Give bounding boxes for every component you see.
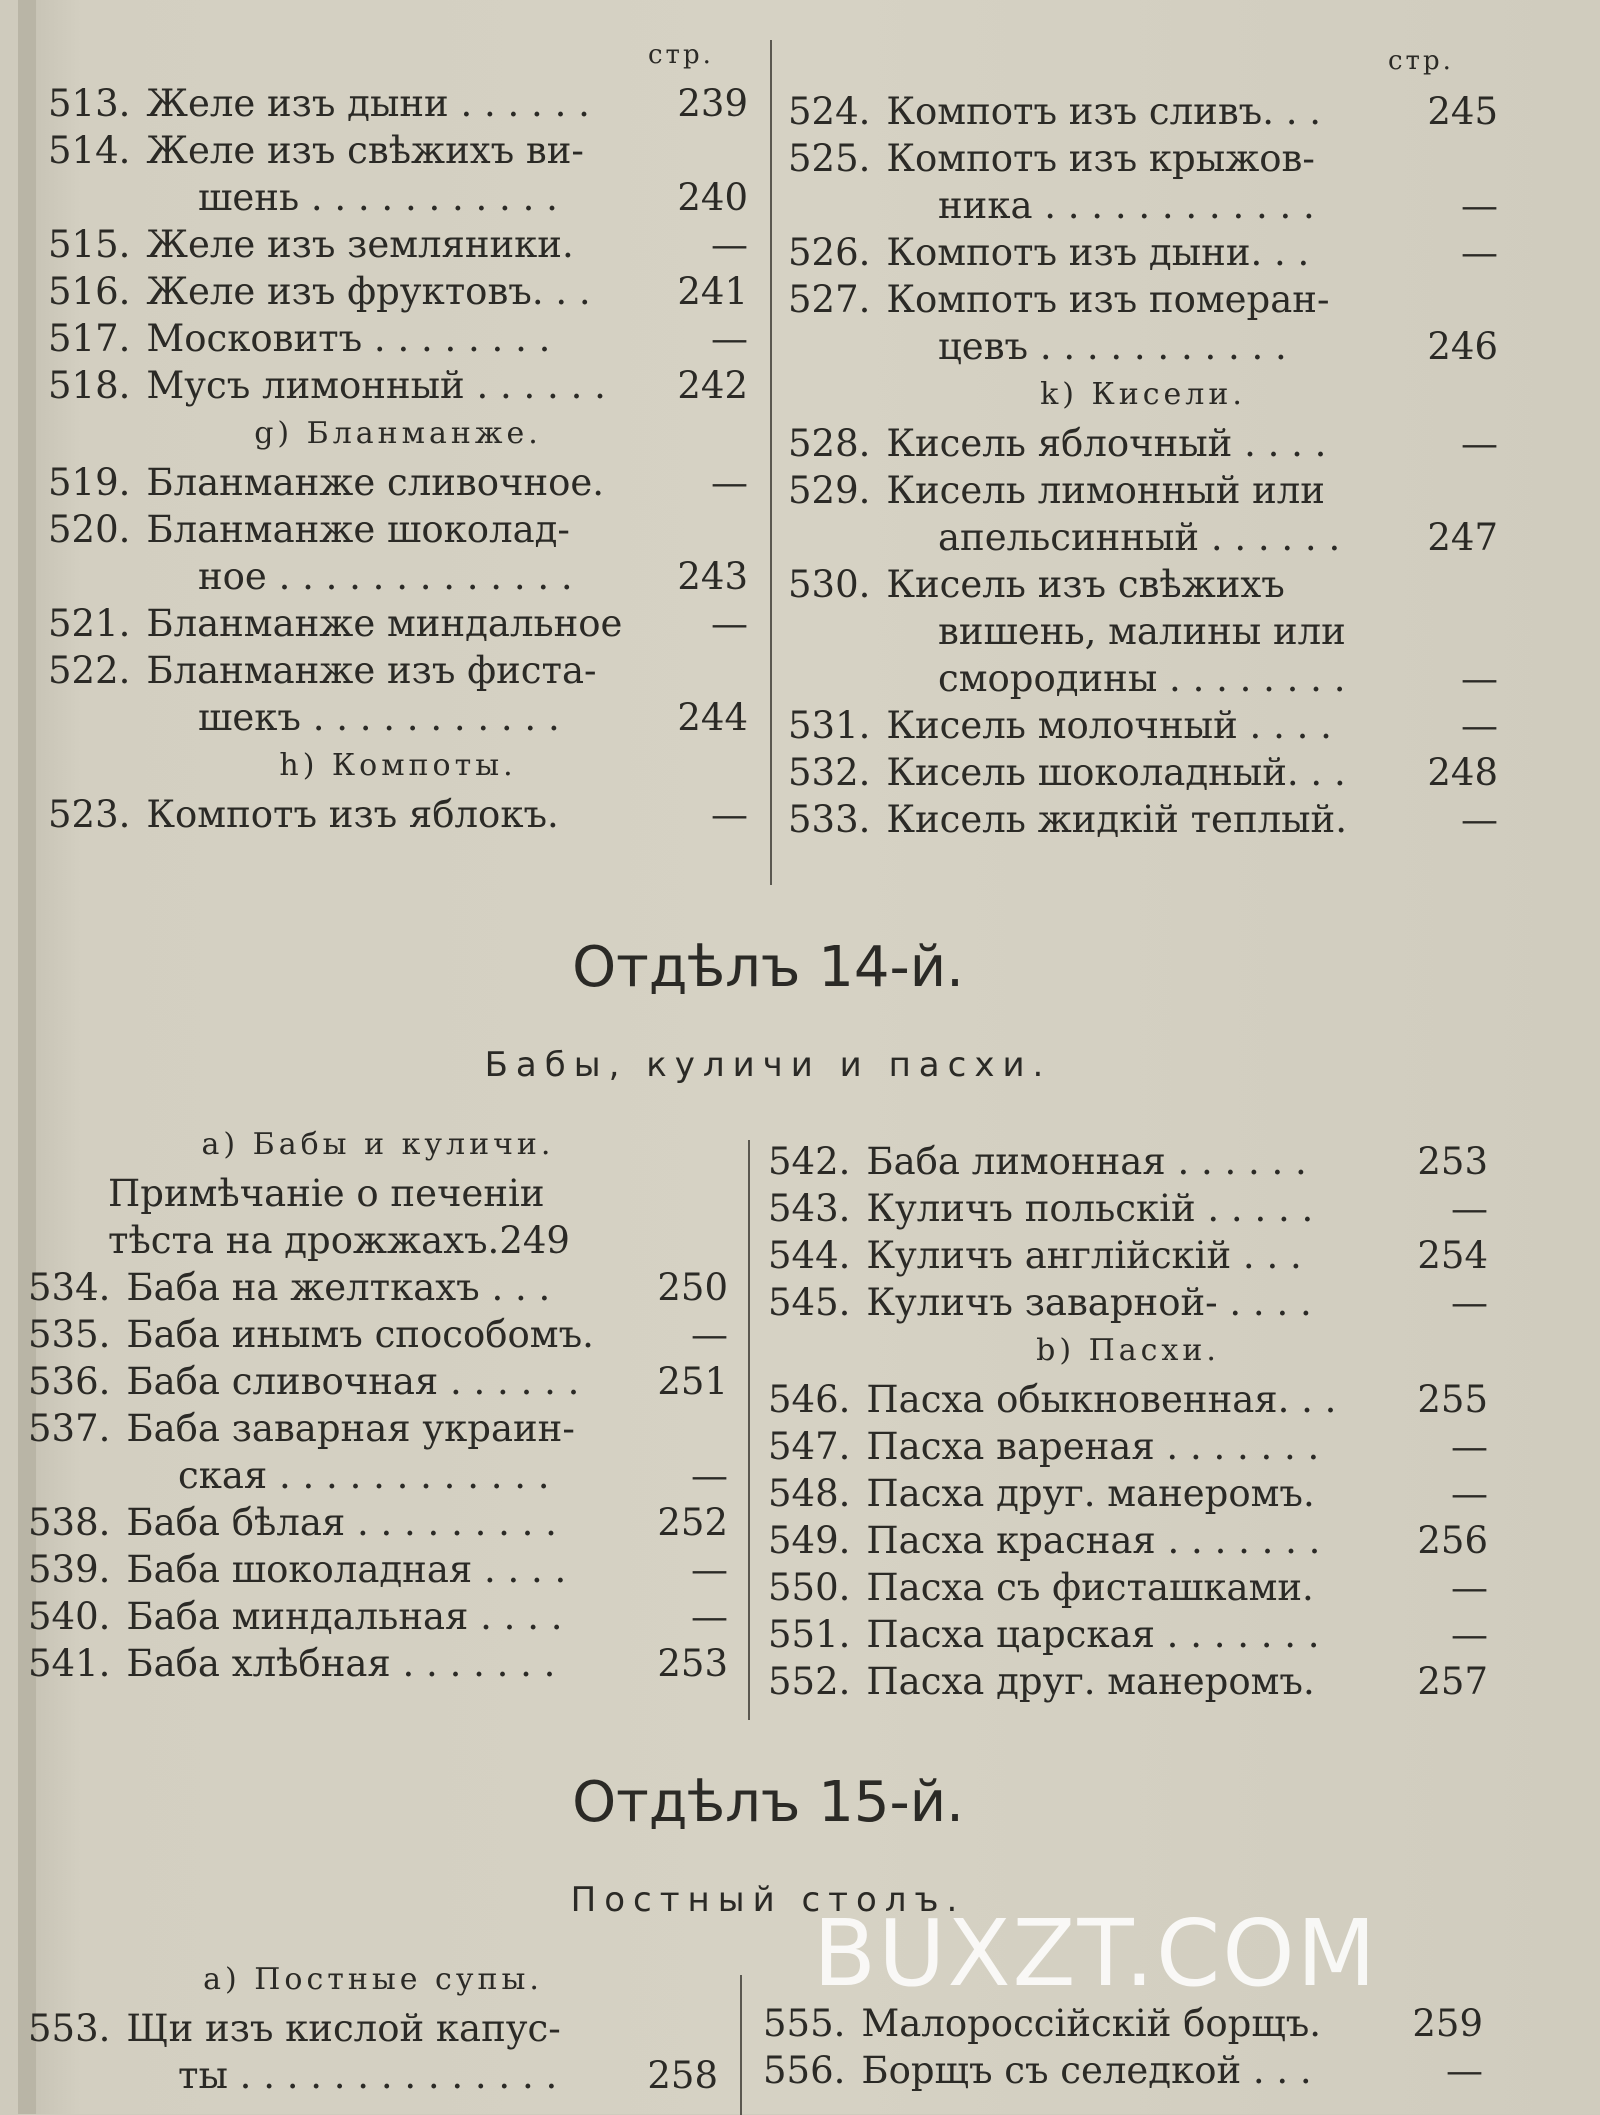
entry-title: Компотъ изъ померан-: [886, 278, 1330, 321]
entry-number: 515.: [48, 223, 131, 266]
entry-continuation: [48, 694, 748, 741]
entry-title: Пасха друг. манеромъ.: [866, 1660, 1315, 1703]
entry-title: тѣста на дрожжахъ.: [108, 1219, 500, 1262]
entry-continuation: [28, 1452, 728, 1499]
recipe-entry: [28, 1593, 728, 1640]
page-number: 243: [677, 555, 748, 598]
recipe-entry: [768, 1279, 1488, 1326]
entry-number: 535.: [28, 1313, 111, 1356]
page-number: —: [711, 223, 748, 266]
entry-number: 542.: [768, 1140, 851, 1183]
page-number: —: [1461, 422, 1498, 465]
entry-number: 537.: [28, 1407, 111, 1450]
recipe-entry: [768, 1423, 1488, 1470]
recipe-entry: [768, 1185, 1488, 1232]
recipe-entry: [768, 1517, 1488, 1564]
entry-number: 548.: [768, 1472, 851, 1515]
page-number: —: [1461, 231, 1498, 274]
entry-number: 552.: [768, 1660, 851, 1703]
entry-title: Кисель яблочный . . . .: [886, 422, 1327, 465]
page-number: —: [1451, 1566, 1488, 1609]
entry-number: 546.: [768, 1378, 851, 1421]
top-right-column: [788, 88, 1498, 843]
page-number: 251: [657, 1360, 728, 1403]
entry-number: 540.: [28, 1595, 111, 1638]
recipe-entry: [48, 459, 748, 506]
entry-continuation: [48, 174, 748, 221]
page-number: 241: [677, 270, 748, 313]
recipe-entry: [788, 135, 1498, 182]
entry-title: Баба бѣлая . . . . . . . . .: [126, 1501, 557, 1544]
watermark: BUXZT.COM: [813, 1900, 1379, 2007]
entry-number: 533.: [788, 798, 871, 841]
page-number: 240: [677, 176, 748, 219]
entry-title: Компотъ изъ яблокъ.: [146, 793, 559, 836]
entry-number: 549.: [768, 1519, 851, 1562]
entry-title: Пасха красная . . . . . . .: [866, 1519, 1321, 1562]
entry-number: 538.: [28, 1501, 111, 1544]
page-number: 250: [657, 1266, 728, 1309]
recipe-entry: [788, 467, 1498, 514]
entry-title: Баба хлѣбная . . . . . . .: [126, 1642, 556, 1685]
section-15-left-column: [28, 1955, 718, 2099]
recipe-entry: [788, 561, 1498, 608]
entry-title: апельсинный . . . . . .: [938, 516, 1341, 559]
page-number: —: [691, 1548, 728, 1591]
page-number: —: [711, 461, 748, 504]
column-header-right: стр.: [1388, 46, 1454, 76]
page-number: 252: [657, 1501, 728, 1544]
entry-title: Пасха друг. манеромъ.: [866, 1472, 1315, 1515]
entry-continuation: [788, 514, 1498, 561]
entry-number: 547.: [768, 1425, 851, 1468]
entry-title: Мусъ лимонный . . . . . .: [146, 364, 606, 407]
entry-title: Желе изъ земляники.: [146, 223, 574, 266]
section-14-subtitle: Бабы, куличи и пасхи.: [484, 1045, 1052, 1085]
entry-title: Кисель изъ свѣжихъ: [886, 563, 1285, 606]
book-page: [18, 0, 1600, 2114]
recipe-entry: [788, 276, 1498, 323]
entry-title: Компотъ изъ сливъ. . .: [886, 90, 1321, 133]
entry-number: 529.: [788, 469, 871, 512]
entry-number: 530.: [788, 563, 871, 606]
recipe-entry: [28, 1640, 728, 1687]
entry-title: Куличъ англійскій . . .: [866, 1234, 1302, 1277]
recipe-entry: [768, 1611, 1488, 1658]
recipe-entry: [48, 268, 748, 315]
recipe-entry: [48, 127, 748, 174]
entry-number: 519.: [48, 461, 131, 504]
column-header-left: стр.: [648, 40, 714, 70]
entry-title: Борщъ съ селедкой . . .: [861, 2049, 1312, 2092]
page-number: 239: [677, 82, 748, 125]
page-number: 258: [647, 2054, 718, 2097]
recipe-entry: [768, 1376, 1488, 1423]
subsection-heading: а) Постные супы.: [203, 1962, 543, 1997]
page-number: 246: [1427, 325, 1498, 368]
entry-number: 517.: [48, 317, 131, 360]
page-number: —: [1461, 657, 1498, 700]
recipe-entry: [768, 1658, 1488, 1705]
entry-number: 518.: [48, 364, 131, 407]
recipe-entry: [768, 1564, 1488, 1611]
entry-title: Желе изъ свѣжихъ ви-: [146, 129, 584, 172]
entry-title: шень . . . . . . . . . . .: [198, 176, 558, 219]
recipe-entry: [768, 1138, 1488, 1185]
entry-number: 543.: [768, 1187, 851, 1230]
recipe-entry: [763, 2000, 1483, 2047]
page-number: 255: [1417, 1378, 1488, 1421]
page-number: 245: [1427, 90, 1498, 133]
subsection-heading: k) Кисели.: [1040, 377, 1246, 412]
recipe-entry: [788, 749, 1498, 796]
recipe-entry: [28, 1405, 728, 1452]
note-line: [28, 1170, 728, 1217]
entry-number: 551.: [768, 1613, 851, 1656]
recipe-entry: [788, 702, 1498, 749]
entry-title: Кисель лимонный или: [886, 469, 1325, 512]
page-number: 253: [657, 1642, 728, 1685]
subsection-heading: b) Пасхи.: [1036, 1333, 1220, 1368]
recipe-entry: [48, 791, 748, 838]
entry-continuation: [788, 655, 1498, 702]
recipe-entry: [788, 420, 1498, 467]
entry-title: Пасха съ фисташками.: [866, 1566, 1314, 1609]
entry-title: ника . . . . . . . . . . . .: [938, 184, 1315, 227]
recipe-entry: [48, 80, 748, 127]
page-number: —: [1451, 1613, 1488, 1656]
recipe-entry: [28, 2005, 718, 2052]
entry-title: Куличъ польскій . . . . .: [866, 1187, 1314, 1230]
entry-number: 523.: [48, 793, 131, 836]
entry-title: ное . . . . . . . . . . . . .: [198, 555, 573, 598]
entry-title: Желе изъ фруктовъ. . .: [146, 270, 591, 313]
entry-number: 532.: [788, 751, 871, 794]
entry-continuation: [788, 182, 1498, 229]
recipe-entry: [28, 1358, 728, 1405]
top-left-column: [48, 80, 748, 838]
recipe-entry: [48, 221, 748, 268]
entry-title: Баба сливочная . . . . . .: [126, 1360, 580, 1403]
page-number: 256: [1417, 1519, 1488, 1562]
subsection-heading: a) Бабы и куличи.: [201, 1127, 555, 1162]
recipe-entry: [788, 88, 1498, 135]
page-number: 248: [1427, 751, 1498, 794]
entry-title: Бланманже изъ фиста-: [146, 649, 597, 692]
entry-number: 545.: [768, 1281, 851, 1324]
entry-title: Баба на желткахъ . . .: [126, 1266, 551, 1309]
entry-title: Московитъ . . . . . . . .: [146, 317, 551, 360]
entry-number: 524.: [788, 90, 871, 133]
column-divider-s15: [740, 1975, 742, 2115]
note-line: [28, 1217, 728, 1264]
recipe-entry: [48, 362, 748, 409]
entry-number: 536.: [28, 1360, 111, 1403]
entry-title: Бланманже сливочное.: [146, 461, 605, 504]
page-number: —: [1461, 704, 1498, 747]
entry-title: Компотъ изъ крыжов-: [886, 137, 1315, 180]
entry-number: 513.: [48, 82, 131, 125]
entry-number: 541.: [28, 1642, 111, 1685]
entry-number: 522.: [48, 649, 131, 692]
entry-number: 527.: [788, 278, 871, 321]
section-14-left-column: [28, 1120, 728, 1687]
page-number: 247: [1427, 516, 1498, 559]
page-number: —: [1451, 1281, 1488, 1324]
entry-title: Баба шоколадная . . . .: [126, 1548, 567, 1591]
entry-title: вишень, малины или: [938, 610, 1346, 653]
entry-number: 539.: [28, 1548, 111, 1591]
entry-number: 521.: [48, 602, 131, 645]
entry-title: шекъ . . . . . . . . . . .: [198, 696, 560, 739]
entry-title: Баба миндальная . . . .: [126, 1595, 563, 1638]
page-number: —: [711, 317, 748, 360]
recipe-entry: [28, 1264, 728, 1311]
entry-number: 520.: [48, 508, 131, 551]
section-15-subtitle: Постный столъ.: [570, 1880, 966, 1920]
entry-title: Куличъ заварной- . . . .: [866, 1281, 1312, 1324]
section-15-title: Отдѣлъ 15-й.: [572, 1770, 964, 1835]
recipe-entry: [788, 796, 1498, 843]
page-number: —: [1451, 1472, 1488, 1515]
page-number: 242: [677, 364, 748, 407]
entry-number: 528.: [788, 422, 871, 465]
column-divider-top: [770, 40, 772, 885]
entry-title: Щи изъ кислой капус-: [126, 2007, 561, 2050]
entry-continuation: [788, 323, 1498, 370]
page-number: 254: [1417, 1234, 1488, 1277]
recipe-entry: [28, 1311, 728, 1358]
entry-continuation: [28, 2052, 718, 2099]
entry-title: Бланманже шоколад-: [146, 508, 570, 551]
entry-number: 555.: [763, 2002, 846, 2045]
entry-continuation: [788, 608, 1498, 655]
entry-number: 525.: [788, 137, 871, 180]
entry-number: 556.: [763, 2049, 846, 2092]
entry-title: Пасха вареная . . . . . . .: [866, 1425, 1320, 1468]
entry-title: Желе изъ дыни . . . . . .: [146, 82, 590, 125]
entry-title: Кисель молочный . . . .: [886, 704, 1332, 747]
entry-number: 553.: [28, 2007, 111, 2050]
recipe-entry: [788, 229, 1498, 276]
page-number: —: [691, 1595, 728, 1638]
entry-title: Компотъ изъ дыни. . .: [886, 231, 1310, 274]
entry-number: 544.: [768, 1234, 851, 1277]
page-number: —: [711, 602, 748, 645]
page-number: —: [691, 1313, 728, 1356]
entry-title: Баба лимонная . . . . . .: [866, 1140, 1307, 1183]
entry-number: 531.: [788, 704, 871, 747]
page-number: 249: [499, 1219, 570, 1262]
entry-number: 526.: [788, 231, 871, 274]
entry-title: Баба заварная украин-: [126, 1407, 575, 1450]
recipe-entry: [768, 1232, 1488, 1279]
recipe-entry: [48, 506, 748, 553]
recipe-entry: [768, 1470, 1488, 1517]
entry-number: 514.: [48, 129, 131, 172]
entry-title: Кисель шоколадный. . .: [886, 751, 1346, 794]
entry-title: Примѣчаніе о печеніи: [108, 1172, 545, 1215]
page-number: —: [711, 793, 748, 836]
recipe-entry: [28, 1499, 728, 1546]
recipe-entry: [763, 2047, 1483, 2094]
entry-title: Малороссійскій борщъ.: [861, 2002, 1322, 2045]
page-number: —: [691, 1454, 728, 1497]
page-number: 257: [1417, 1660, 1488, 1703]
section-14-title: Отдѣлъ 14-й.: [572, 935, 964, 1000]
entry-title: Пасха обыкновенная. . .: [866, 1378, 1337, 1421]
page-number: —: [1461, 184, 1498, 227]
entry-number: 534.: [28, 1266, 111, 1309]
entry-title: ты . . . . . . . . . . . . . .: [178, 2054, 558, 2097]
entry-number: 516.: [48, 270, 131, 313]
entry-title: Кисель жидкій теплый.: [886, 798, 1347, 841]
page-number: 253: [1417, 1140, 1488, 1183]
page-number: —: [1461, 798, 1498, 841]
entry-number: 550.: [768, 1566, 851, 1609]
recipe-entry: [48, 315, 748, 362]
entry-title: Баба инымъ способомъ.: [126, 1313, 594, 1356]
page-number: 259: [1412, 2002, 1483, 2045]
entry-title: смородины . . . . . . . .: [938, 657, 1346, 700]
recipe-entry: [28, 1546, 728, 1593]
subsection-heading: h) Компоты.: [279, 748, 517, 783]
recipe-entry: [48, 647, 748, 694]
entry-continuation: [48, 553, 748, 600]
recipe-entry: [48, 600, 748, 647]
page-number: —: [1451, 1425, 1488, 1468]
section-14-right-column: [768, 1138, 1488, 1705]
subsection-heading: g) Бланманже.: [254, 416, 542, 451]
page-number: 244: [677, 696, 748, 739]
entry-title: Пасха царская . . . . . . .: [866, 1613, 1320, 1656]
entry-title: ская . . . . . . . . . . . .: [178, 1454, 550, 1497]
entry-title: Бланманже миндальное: [146, 602, 623, 645]
section-15-right-column: [763, 2000, 1483, 2094]
page-number: —: [1446, 2049, 1483, 2092]
column-divider-s14: [748, 1140, 750, 1720]
entry-title: цевъ . . . . . . . . . . .: [938, 325, 1287, 368]
page-number: —: [1451, 1187, 1488, 1230]
